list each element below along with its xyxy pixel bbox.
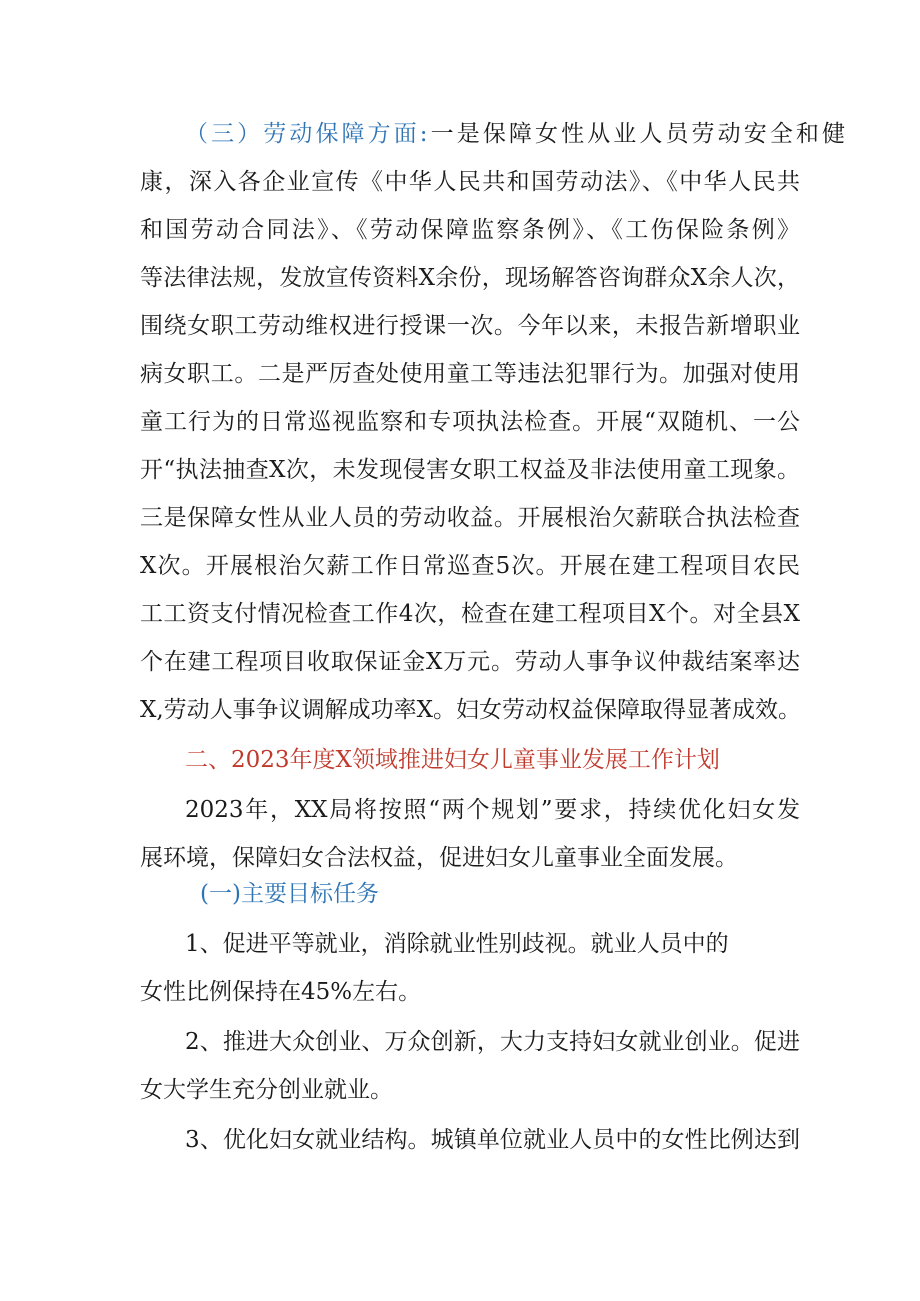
list-item-line: 2、推进大众创业、万众创新，大力支持妇女就业创业。促进 [185, 1029, 800, 1055]
paragraph-line: 展环境，保障妇女合法权益，促进妇女儿童事业全面发展。 [140, 845, 738, 871]
paragraph-line: 工工资支付情况检查工作4次，检查在建工程项目X个。对全县X [140, 601, 800, 627]
list-item-line: 3、优化妇女就业结构。城镇单位就业人员中的女性比例达到 [185, 1127, 800, 1153]
paragraph-line: 三是保障女性从业人员的劳动收益。开展根治欠薪联合执法检查 [140, 505, 800, 531]
paragraph-line: 康，深入各企业宣传《中华人民共和国劳动法》、《中华人民共 [140, 169, 800, 195]
paragraph-line: X次。开展根治欠薪工作日常巡查5次。开展在建工程项目农民 [140, 553, 800, 579]
paragraph-line [185, 118, 845, 150]
list-item-line: 女性比例保持在45%左右。 [140, 979, 422, 1005]
list-item-line: 1、促进平等就业，消除就业性别歧视。就业人员中的 [185, 931, 729, 957]
paragraph-line: 病女职工。二是严厉查处使用童工等违法犯罪行为。加强对使用 [140, 361, 800, 387]
list-item-line: 女大学生充分创业就业。 [140, 1077, 393, 1103]
paragraph-line: 2023年，XX局将按照“两个规划”要求，持续优化妇女发 [185, 797, 800, 823]
paragraph-line: 围绕女职工劳动维权进行授课一次。今年以来，未报告新增职业 [140, 313, 800, 339]
section-heading: （三）劳动保障方面: [185, 121, 428, 147]
paragraph-line: 个在建工程项目收取保证金X万元。劳动人事争议仲裁结案率达 [140, 649, 800, 675]
paragraph-line: 开“执法抽查X次，未发现侵害女职工权益及非法使用童工现象。 [140, 457, 800, 483]
sub-heading: (一)主要目标任务 [200, 881, 379, 907]
paragraph-line: X,劳动人事争议调解成功率X。妇女劳动权益保障取得显著成效。 [140, 697, 802, 723]
paragraph-line: 童工行为的日常巡视监察和专项执法检查。开展“双随机、一公 [140, 409, 800, 435]
paragraph-line: 和国劳动合同法》、《劳动保障监察条例》、《工伤保险条例》 [140, 217, 800, 243]
part-heading: 二、2023年度X领域推进妇女儿童事业发展工作计划 [185, 747, 720, 773]
paragraph-line: 等法律法规，发放宣传资料X余份，现场解答咨询群众X余人次， [140, 265, 800, 291]
paragraph-text: 一是保障女性从业人员劳动安全和健 [427, 121, 846, 147]
